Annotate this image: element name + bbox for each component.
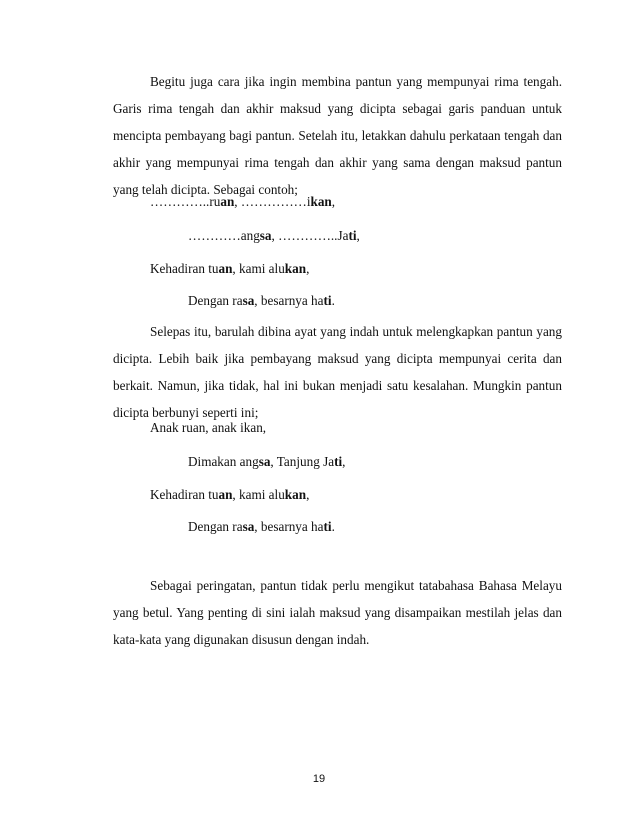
example2-line-4: Dengan rasa, besarnya hati. <box>188 519 335 534</box>
example2-line-1: Anak ruan, anak ikan, <box>150 420 267 435</box>
example1-line-2: …………angsa, …………..Jati, <box>188 228 360 243</box>
example2-line-2: Dimakan angsa, Tanjung Jati, <box>188 454 346 469</box>
example2-line-3: Kehadiran tuan, kami alukan, <box>150 487 310 502</box>
paragraph-intro: Begitu juga cara jika ingin membina pantun yang mempunyai rima tengah. Garis rima tengah dan akhir maksud yang dicipta sebagai garis panduan untuk mencipta pembayang bagi pantun. Setelah itu, letakkan dahulu perkataan tengah dan akhir yang mempunyai rima tengah dan akhir yang sama dengan maksud pantun yang telah dicipta. Sebagai contoh; <box>113 74 562 197</box>
example1-line-4: Dengan rasa, besarnya hati. <box>188 293 335 308</box>
paragraph-selepas: Selepas itu, barulah dibina ayat yang indah untuk melengkapkan pantun yang dicipta. Lebih baik jika pembayang maksud yang dicipta mempunyai cerita dan berkait. Namun, jika tidak, hal ini bukan menjadi satu kesalahan. Mungkin pantun dicipta berbunyi seperti ini; <box>113 324 562 420</box>
page-number: 19 <box>312 773 326 785</box>
example1-line-1: …………..ruan, ……………ikan, <box>150 194 336 209</box>
example1-line-3: Kehadiran tuan, kami alukan, <box>150 261 310 276</box>
paragraph-peringatan: Sebagai peringatan, pantun tidak perlu mengikut tatabahasa Bahasa Melayu yang betul. Yang penting di sini ialah maksud yang disampaikan mestilah jelas dan kata-kata yang digunakan disusun dengan indah. <box>113 578 562 647</box>
